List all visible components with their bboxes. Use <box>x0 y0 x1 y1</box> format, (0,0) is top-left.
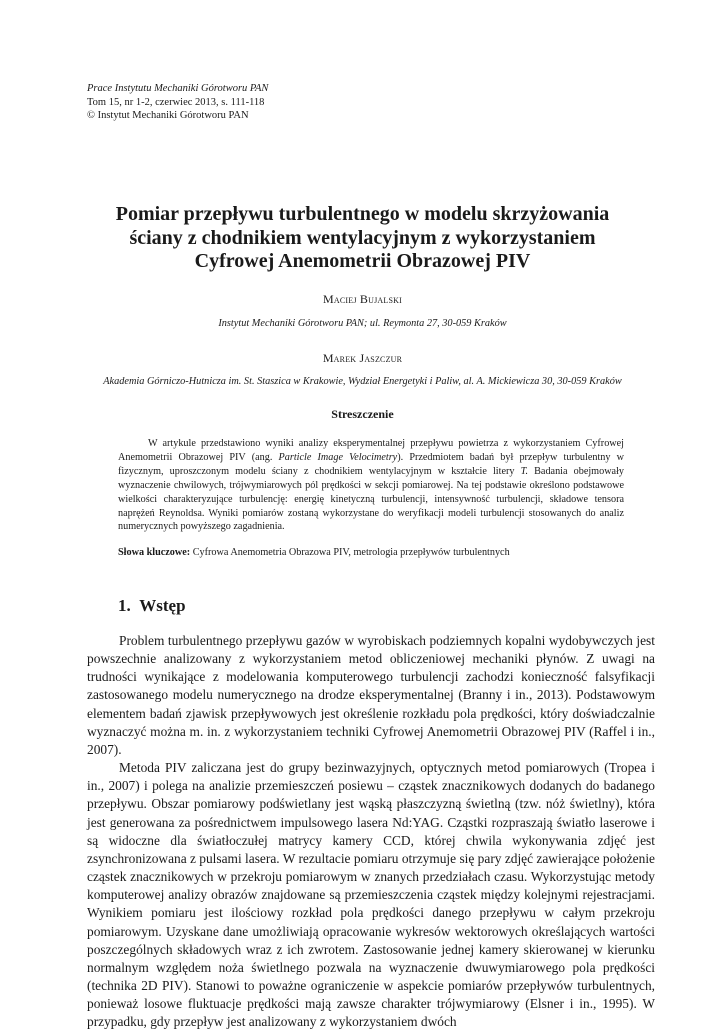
author-name: Maciej Bujalski <box>323 292 402 306</box>
body-paragraph: Metoda PIV zaliczana jest do grupy bezinwazyjnych, optycznych metod pomiarowych (Tropea i in., 2007) i polega na analizie przemieszczeń posiewu – cząstek znacznikowych dodanych do badanego przepływu. Obszar pomiarowy podświetlany jest wąską płaszczyzną świetlną (tzw. nóż świetlny), która jest generowana za pośrednictwem impulsowego lasera Nd:YAG. Cząstki rozpraszają światło laserowe i są widoczne dla światłoczułej matrycy kamery CCD, której chwila wykonywania zdjęć jest zsynchronizowana z pulsami lasera. W rezultacie pomiaru otrzymuje się pary zdjęć zawierające położenie cząstek znacznikowych w przekroju pomiarowym w znanych przedziałach czasu. Wykorzystując metody komputerowej analizy obrazów znajdowane są przemieszczenia cząstek między kolejnymi rejestracjami. Wynikiem pomiaru jest ilościowy rozkład pola prędkości danego przepływu w całym przekroju pomiarowym. Uzyskane dane umożliwiają opracowanie wykresów wektorowych określających wartości poszczególnych składowych wraz z ich zwrotem. Zastosowanie jednej kamery skierowanej w kierunku normalnym względem noża świetlnego pozwala na wyznaczenie dwuwymiarowego pola prędkości (technika 2D PIV). Stanowi to poważne ograniczenie w aspekcie pomiarów przepływów turbulentnych, ponieważ losowe fluktuacje prędkości mają zawsze charakter trójwymiarowy (Elsner i in., 1995). W przypadku, gdy przepływ jest analizowany z wykorzystaniem dwóch <box>87 760 655 1030</box>
keywords-label: Słowa kluczowe: <box>118 547 191 558</box>
title-line: Cyfrowej Anemometrii Obrazowej PIV <box>194 250 531 272</box>
title-line: Pomiar przepływu turbulentnego w modelu skrzyżowania <box>115 203 610 225</box>
journal-volume: Tom 15, nr 1-2, czerwiec 2013, s. 111-118 <box>87 96 265 108</box>
keywords <box>118 546 624 560</box>
paper-title <box>80 203 645 274</box>
author-name: Marek Jaszczur <box>322 351 403 365</box>
author-affiliation: Akademia Górniczo-Hutnicza im. St. Staszica w Krakowie, Wydział Energetyki i Paliw, al. A. Mickiewicza 30, 30-059 Kraków <box>103 376 622 387</box>
section-title: Wstęp <box>139 596 186 615</box>
section-body <box>87 632 655 1031</box>
journal-name: Prace Instytutu Mechaniki Górotworu PAN <box>87 83 269 94</box>
title-line: ściany z chodnikiem wentylacyjnym z wykorzystaniem <box>129 226 596 249</box>
abstract-emphasis: T. <box>520 465 529 477</box>
abstract <box>118 437 624 534</box>
abstract-emphasis: Particle Image Velocimetry <box>278 451 398 463</box>
section-number: 1. <box>118 596 131 615</box>
keywords-text: Cyfrowa Anemometria Obrazowa PIV, metrologia przepływów turbulentnych <box>190 547 510 558</box>
abstract-heading: Streszczenie <box>331 407 394 421</box>
abstract-paragraph <box>118 437 624 534</box>
section-heading <box>118 596 186 616</box>
abstract-text: ). Przedmiotem badań był przepływ turbulentny w fizycznym, uproszczonym modelu ściany z chodnikiem wentylacyjnym w kształcie litery <box>118 451 624 477</box>
abstract-text: W artykule przedstawiono wyniki analizy eksperymentalnej przepływu powietrza z wykorzystaniem Cyfrowej Anemometrii Obrazowej PIV (ang. <box>118 438 624 463</box>
author-affiliation: Instytut Mechaniki Górotworu PAN; ul. Reymonta 27, 30-059 Kraków <box>218 318 507 329</box>
abstract-text: Badania obejmowały wyznaczenie chwilowych, trójwymiarowych pól prędkości w sekcji pomiarowej. Na tej podstawie określono podstawowe wielkości charakteryzujące turbulencję: energię kinetyczną turbulencji, intensywność turbulencji, składowe tensora naprężeń Reynoldsa. Wyniki pomiarów zostaną wykorzystane do weryfikacji modeli turbulencji stosowanych do analiz numerycznych powyższego zagadnienia. <box>118 465 624 533</box>
body-paragraph: Problem turbulentnego przepływu gazów w wyrobiskach podziemnych kopalni wydobywczych jest powszechnie analizowany z wykorzystaniem metod obliczeniowej mechaniki płynów. Z uwagi na trudności wynikające z modelowania komputerowego turbulencji zachodzi konieczność falsyfikacji zastosowanego modelu numerycznego na drodze eksperymentalnej (Branny i in., 2013). Podstawowym elementem badań zjawisk przepływowych jest określenie rozkładu pola prędkości, który doświadczalnie wyznaczyć można m. in. z wykorzystaniem techniki Cyfrowej Anemometrii Obrazowej PIV (Raffel i in., 2007). <box>87 633 655 757</box>
journal-copyright: © Instytut Mechaniki Górotworu PAN <box>87 110 249 122</box>
journal-header <box>87 82 268 123</box>
